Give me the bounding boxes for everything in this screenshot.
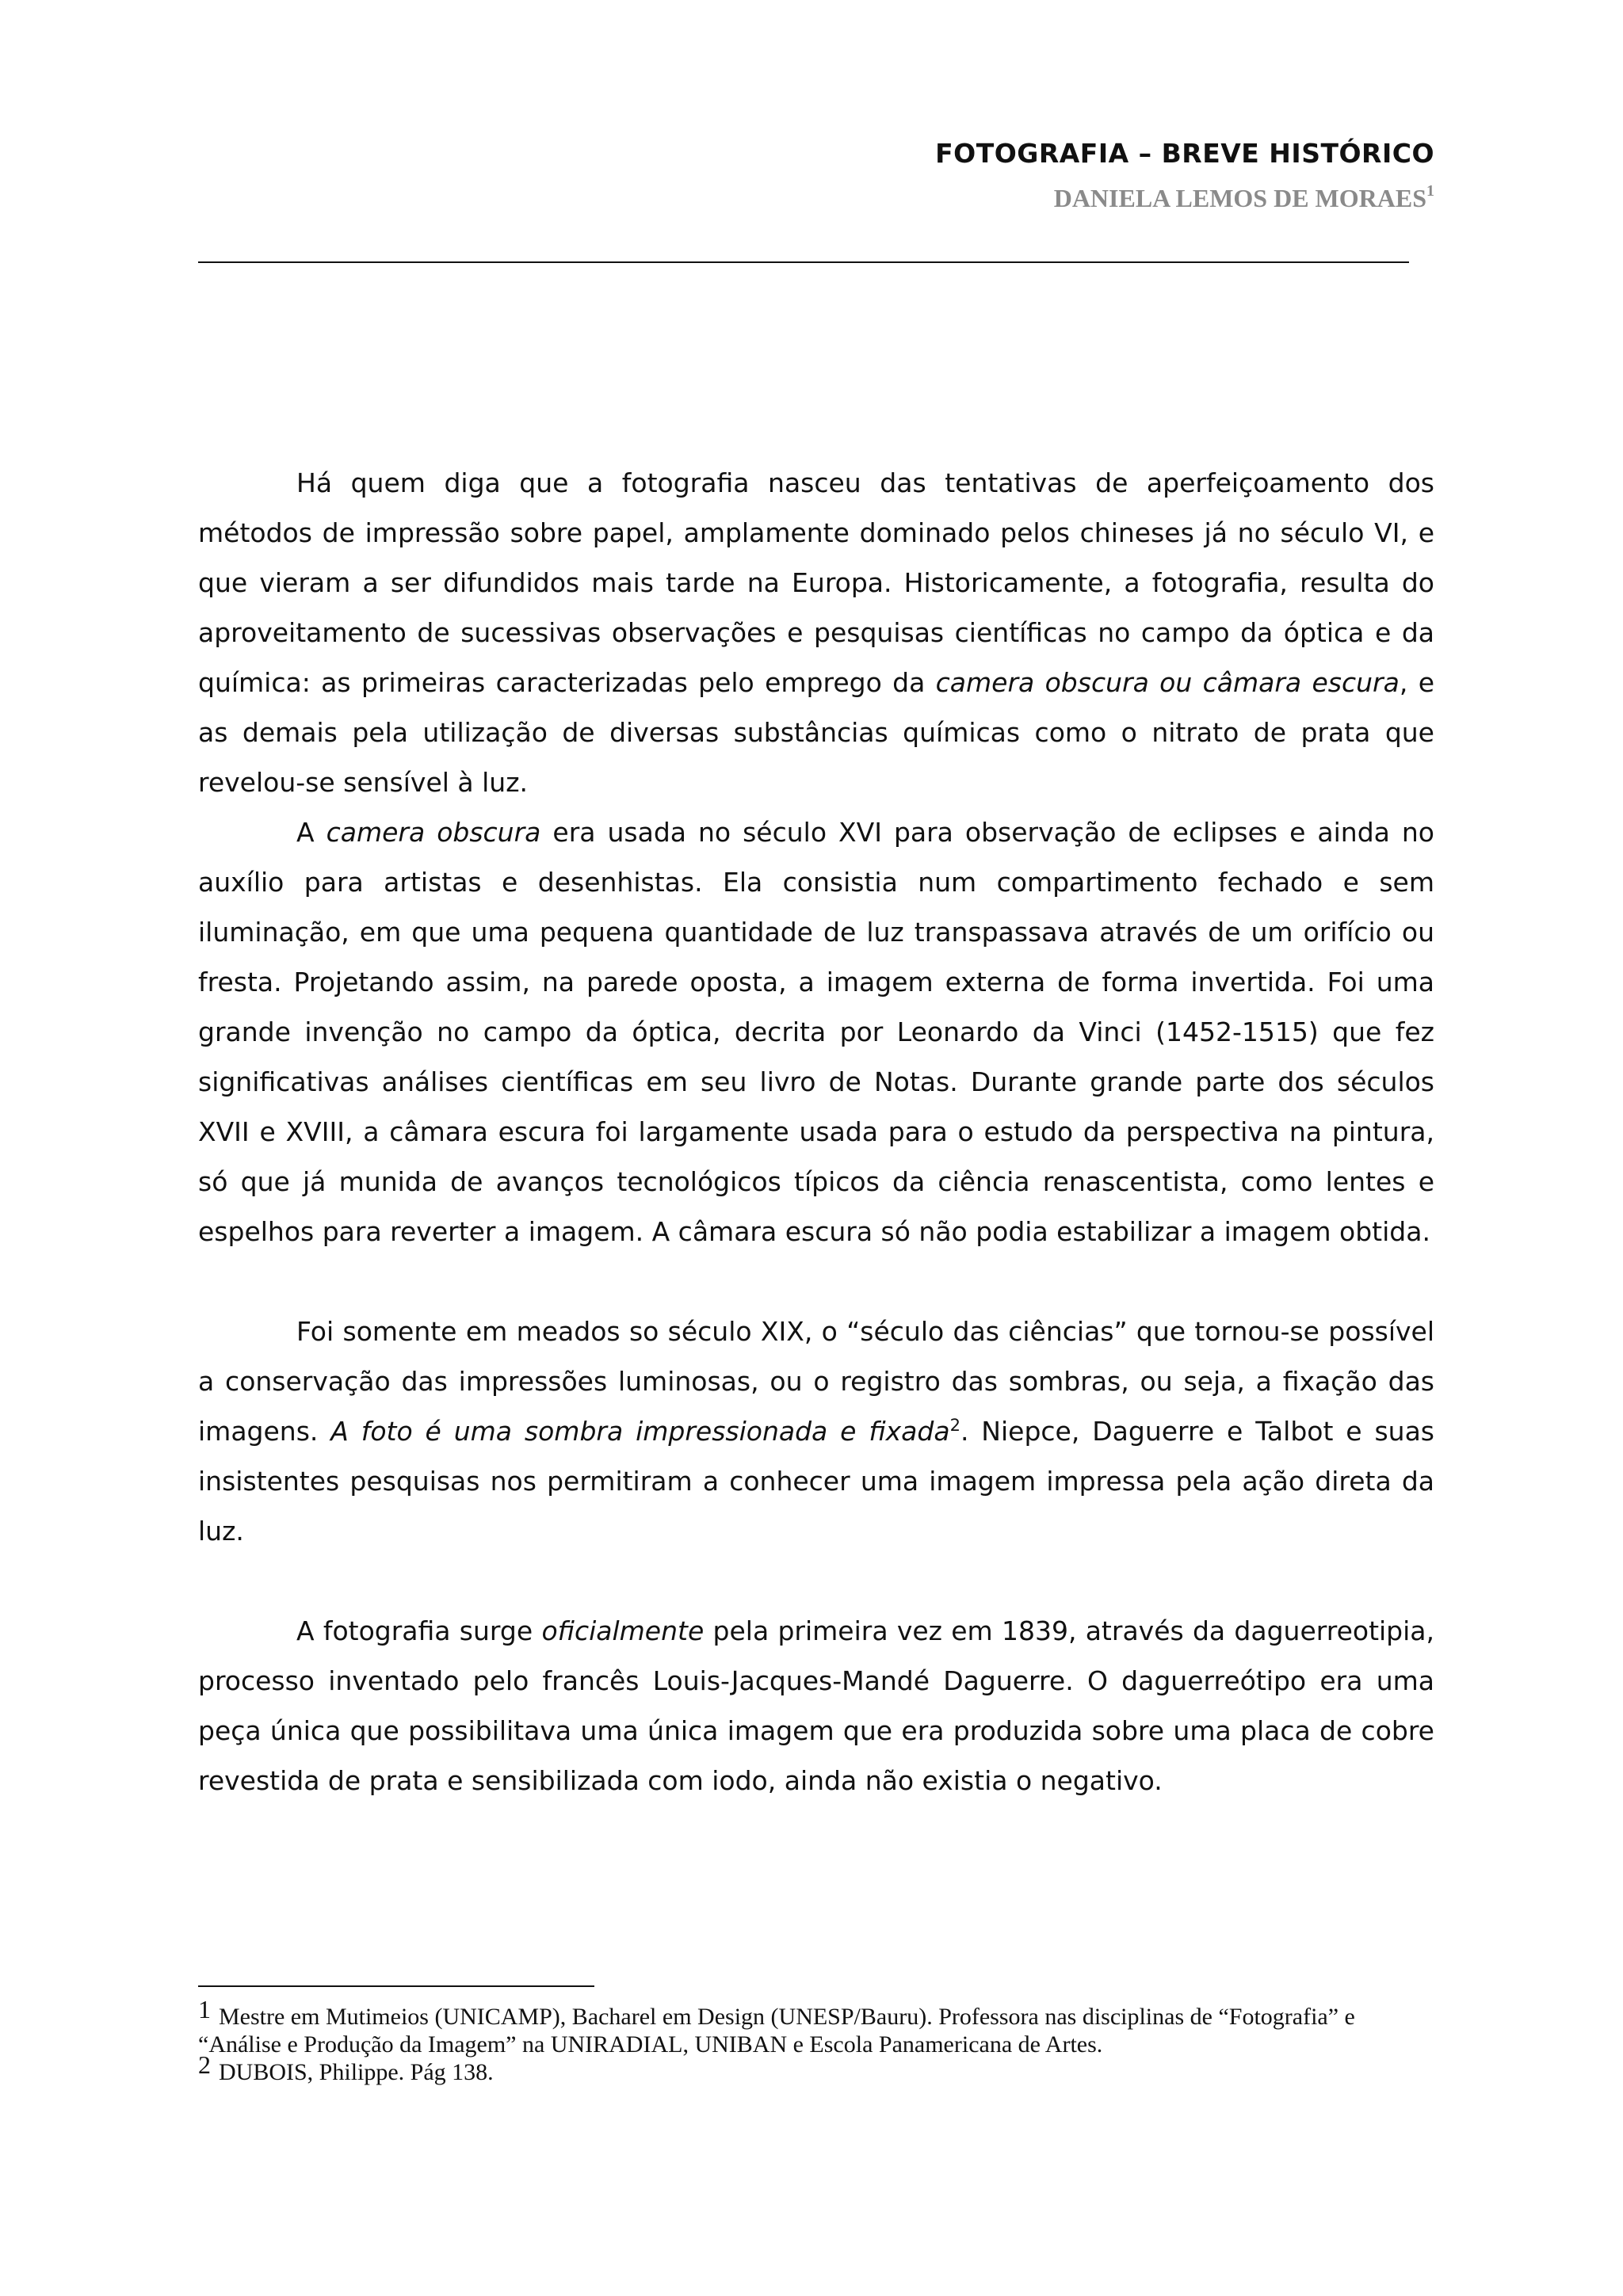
body-text [198, 458, 1434, 1806]
header-divider [198, 261, 1409, 263]
footnote-1-text: Mestre em Mutimeios (UNICAMP), Bacharel em Design (UNESP/Bauru). Professora nas disciplinas de “Fotografia” e “Análise e Produção da Imagem” na UNIRADIAL, UNIBAN e Escola Panamericana de Artes. [198, 2004, 1355, 2058]
paragraph-4-italic: oficialmente [541, 1615, 705, 1646]
footnote-ref-2[interactable]: 2 [949, 1416, 960, 1435]
footnote-1-mark: 1 [198, 1995, 211, 2023]
footnote-2-mark: 2 [198, 2050, 211, 2079]
footnote-divider [198, 1985, 594, 1987]
author-name-text: DANIELA LEMOS DE MORAES [1053, 184, 1426, 212]
page-header [198, 135, 1434, 217]
footnotes [198, 1995, 1434, 2086]
paragraph-1-italic: camera obscura ou câmara escura [935, 667, 1400, 698]
paragraph-1-text: Há quem diga que a fotografia nasceu das tentativas de aperfeiçoamento dos métodos de impressão sobre papel, amplamente dominado pelos chineses já no século VI, e que vieram a ser difundidos mais tarde na Europa. Historicamente, a fotografia, resulta do aproveitamento de sucessivas observações e pesquisas científicas no campo da óptica e da química: as primeiras caracterizadas pelo emprego da [198, 467, 1434, 698]
author-name [198, 179, 1434, 217]
paragraph-3-start: Foi somente em meados so século XIX, o “século das ciências” que tornou-se possível a conservação das impressões luminosas, ou o registro das sombras, ou seja, a fixação das imagens. [198, 1316, 1434, 1447]
footnote-2 [198, 2050, 1434, 2086]
footnote-2-text: DUBOIS, Philippe. Pág 138. [219, 2059, 494, 2085]
paragraph-2-text: era usada no século XVI para observação de eclipses e ainda no auxílio para artistas e desenhistas. Ela consistia num compartimento fechado e sem iluminação, em que uma pequena quantidade de luz transpassava através de um orifício ou fresta. Projetando assim, na parede oposta, a imagem externa de forma invertida. Foi uma grande invenção no campo da óptica, decrita por Leonardo da Vinci (1452-1515) que fez significativas análises científicas em seu livro de Notas. Durante grande parte dos séculos XVII e XVIII, a câmara escura foi largamente usada para o estudo da perspectiva na pintura, só que já munida de avanços tecnológicos típicos da ciência renascentista, como lentes e espelhos para reverter a imagem. A câmara escura só não podia estabilizar a imagem obtida. [198, 817, 1434, 1247]
paragraph-4-start: A fotografia surge [296, 1615, 542, 1646]
paragraph-2-start: A [296, 817, 327, 848]
paragraph-2 [198, 807, 1434, 1257]
paragraph-1-end: , e as demais pela utilização de diversas substâncias químicas como o nitrato de prata que revelou-se sensível à luz. [198, 667, 1434, 798]
paragraph-2-italic: camera obscura [326, 817, 541, 848]
paragraph-3-text: . Niepce, Daguerre e Talbot e suas insistentes pesquisas nos permitiram a conhecer uma imagem impressa pela ação direta da luz. [198, 1416, 1434, 1547]
author-footnote-ref[interactable]: 1 [1426, 182, 1434, 200]
paragraph-4 [198, 1606, 1434, 1806]
paragraph-1 [198, 458, 1434, 807]
document-title: FOTOGRAFIA – BREVE HISTÓRICO [935, 138, 1434, 169]
paragraph-3-italic: A foto é uma sombra impressionada e fixada [330, 1416, 950, 1447]
paragraph-4-text: pela primeira vez em 1839, através da daguerreotipia, processo inventado pelo francês Louis-Jacques-Mandé Daguerre. O daguerreótipo era uma peça única que possibilitava uma única imagem que era produzida sobre uma placa de cobre revestida de prata e sensibilizada com iodo, ainda não existia o negativo. [198, 1615, 1434, 1796]
footnote-1 [198, 1995, 1434, 2058]
paragraph-3 [198, 1306, 1434, 1556]
